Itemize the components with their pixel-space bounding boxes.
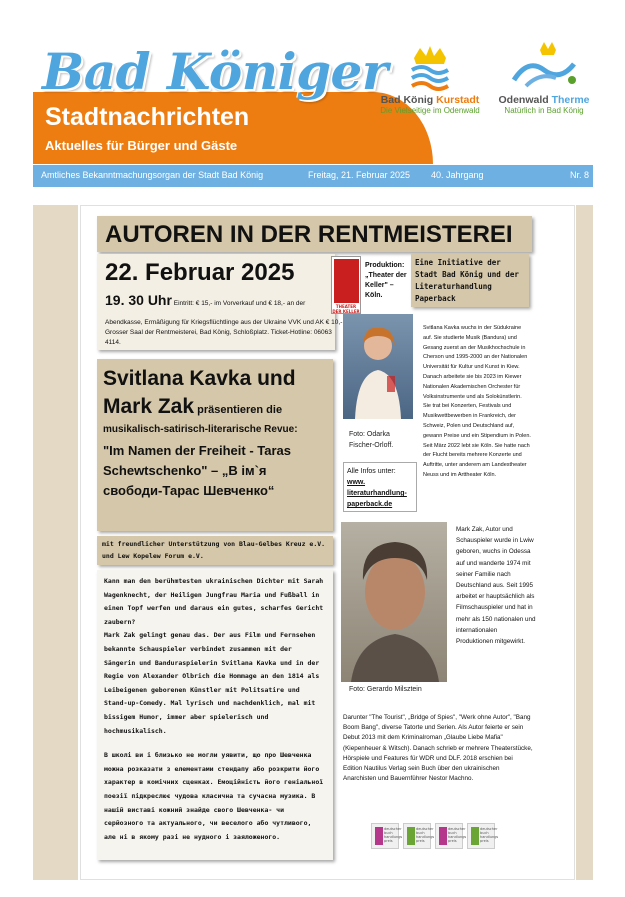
- logo-bad-koenig-kurstadt[interactable]: [372, 44, 488, 115]
- info-organ: Amtliches Bekanntmachungsorgan der Stadt Bad König: [41, 170, 264, 180]
- info-link-box: [343, 462, 417, 512]
- bio-zak-continued: Darunter "The Tourist", „Bridge of Spies", "Werk ohne Autor", "Bang Boom Bang", diverse Tatorte und Serien. Als Autor feierte er sein Debut 2013 mit dem Kriminalroman „Glaube Liebe Mafia" (Kiepenheuer & Witsch). Danach schrieb er mehrere Theaterstücke, Hörspiele und Features für WDR und DLF. 2018 erschien bei Edition Nautilus Verlag sein Buch über den ukrainischen Anarchisten und Bauernführer Nestor Machno.: [343, 714, 533, 783]
- info-volume: 40. Jahrgang: [431, 170, 484, 180]
- bio-zak: Mark Zak, Autor und Schauspieler wurde in Lwiw geboren, wuchs in Odessa auf und wanderte 1974 mit seiner Familie nach Deutschland aus. Seit 1995 arbeitet er hauptsächlich als Filmschauspieler und hat in mehr als 150 nationalen und internationalen Produktionen mitgewirkt.: [456, 526, 536, 646]
- revue-title: "Im Namen der Freiheit - Taras Schewtschenko" – „В ім`я свободи-Тарас Шевченко“: [103, 443, 291, 498]
- poster-headline-box: [97, 216, 532, 252]
- masthead-title: Bad Königer: [42, 42, 388, 101]
- info-date: Freitag, 21. Februar 2025: [308, 170, 411, 180]
- page-margin-right: [576, 205, 593, 880]
- event-time: 19. 30 Uhr: [105, 292, 172, 308]
- award-logos: [371, 823, 499, 849]
- award-logo: deutscher buch handlungs preis: [371, 823, 399, 849]
- logo-right-name: Odenwald Therme: [498, 94, 590, 106]
- performers-line2: Mark Zak präsentieren die: [103, 395, 283, 418]
- logo-odenwald-therme[interactable]: [488, 40, 600, 115]
- award-logo: deutscher buch handlungs preis: [435, 823, 463, 849]
- theater-keller-label: THEATER DER KELLER: [332, 304, 360, 314]
- photo1-caption: Foto: Odarka Fischer-Orloff.: [349, 431, 394, 449]
- performers-box: [97, 359, 333, 531]
- event-time-line: [105, 292, 345, 309]
- crown-waves-icon: [408, 44, 452, 92]
- info-link[interactable]: www. literaturhandlung-paperback.de: [347, 479, 407, 508]
- info-bar: [33, 165, 593, 187]
- revue-genre: musikalisch-satirisch-literarische Revue:: [103, 424, 298, 435]
- theater-keller-logo: [331, 256, 361, 314]
- masthead-tagline: Aktuelles für Bürger und Gäste: [45, 138, 238, 153]
- logo-left-name: Bad König Kurstadt: [380, 94, 480, 106]
- article-paragraph: Mark Zak gelingt genau das. Der aus Film und Fernsehen bekannte Schauspieler verbindet zusammen mit der Sängerin und Banduraspielerin Svitlana Kavka und in der Regie von Alexander Olbrich die Hommage an den 1814 als Leibeigenen geborenen Künstler mit Politsatire und Stand-up-Comedy. Mal lyrisch und nachdenklich, mal mit bissigem Humor, immer aber spielerisch und hochmusikalisch.: [104, 631, 320, 735]
- masthead-subtitle: Stadtnachrichten: [45, 103, 250, 131]
- photo2-caption: Foto: Gerardo Milsztein: [349, 686, 422, 693]
- date-box: [97, 254, 343, 350]
- support-note: mit freundlicher Unterstützung von Blau-Gelbes Kreuz e.V. und Lew Kopelew Forum e.V.: [97, 536, 333, 565]
- event-info: Abendkasse, Ermäßigung für Kriegsflüchtlinge aus der Ukraine VVK und AK € 10,- Grosser Saal der Rentmeisterei, Bad König, Schloßplatz. Ticket-Hotline: 06063 4114.: [105, 319, 343, 346]
- event-date: 22. Februar 2025: [105, 259, 295, 286]
- award-logo: deutscher buch handlungs preis: [403, 823, 431, 849]
- initiative-box: Eine Initiative der Stadt Bad König und der Literaturhandlung Paperback: [411, 254, 529, 307]
- logo-left-tagline: Die Vielseitige im Odenwald: [380, 106, 480, 115]
- info-link-label: Alle Infos unter:: [347, 468, 396, 475]
- poster-headline: AUTOREN IN DER RENTMEISTEREI: [105, 221, 513, 248]
- article-text: [97, 570, 333, 860]
- photo-svitlana-kavka: [343, 314, 413, 419]
- event-entry: Eintritt: € 15,- im Vorverkauf und € 18,- an der: [171, 300, 306, 307]
- event-poster: [80, 205, 575, 880]
- production-credit: Produktion: „Theater der Keller" – Köln.: [365, 262, 407, 299]
- page-margin-left: [33, 205, 78, 880]
- article-paragraph: Kann man den berühmtesten ukrainischen Dichter mit Sarah Wagenknecht, der Heiligen Jungfrau Maria und Fußball in einen Topf werfen und daraus ein gutes, scharfes Gericht zaubern?: [104, 577, 324, 626]
- award-logo: deutscher buch handlungs preis: [467, 823, 495, 849]
- performers-line1: Svitlana Kavka und: [103, 367, 296, 390]
- photo-mark-zak: [341, 522, 447, 682]
- info-issue: Nr. 8: [570, 170, 590, 180]
- logo-right-tagline: Natürlich in Bad König: [504, 106, 584, 115]
- article-paragraph: В школі ви і близько не могли уявити, що про Шевченка можна розказати з елементами стендапу або розкрити його характер в комічних сценках. Емоційність його геніальної поезії підкреслює чудова класична та сучасна музика. В нашій виставі кожний знайде свого Шевченка- чи серйозного та актуального, чи веселого або чутливого, але ні в якому разі не нудного і заяложеного.: [104, 751, 324, 841]
- masthead: [0, 0, 625, 165]
- bio-kavka: Svitlana Kavka wuchs in der Südukraine auf. Sie studierte Musik (Bandura) und Gesang zuerst an der Musikhochschule in Cherson und 1995-2000 an der Nationalen Universität für Kultur und Kunst in Kiew. Danach arbeitete sie bis 2023 im Kiewer Nationalen Akademischen Orchester für Volksinstrumente und als Solokünstlerin. Sie trat bei Konzerten, Festivals und Musikwettbewerben in Frankreich, der Schweiz, Polen und Deutschland auf, gewann Preise und ein Stipendium in Polen. Seit März 2022 lebt sie Köln. Sie hatte nach der Flucht bereits mehrere Konzerte und Auftritte, unter anderem am Landestheater Neuss und im Arttheater Köln.: [423, 325, 531, 478]
- crown-wave-icon: [504, 40, 584, 92]
